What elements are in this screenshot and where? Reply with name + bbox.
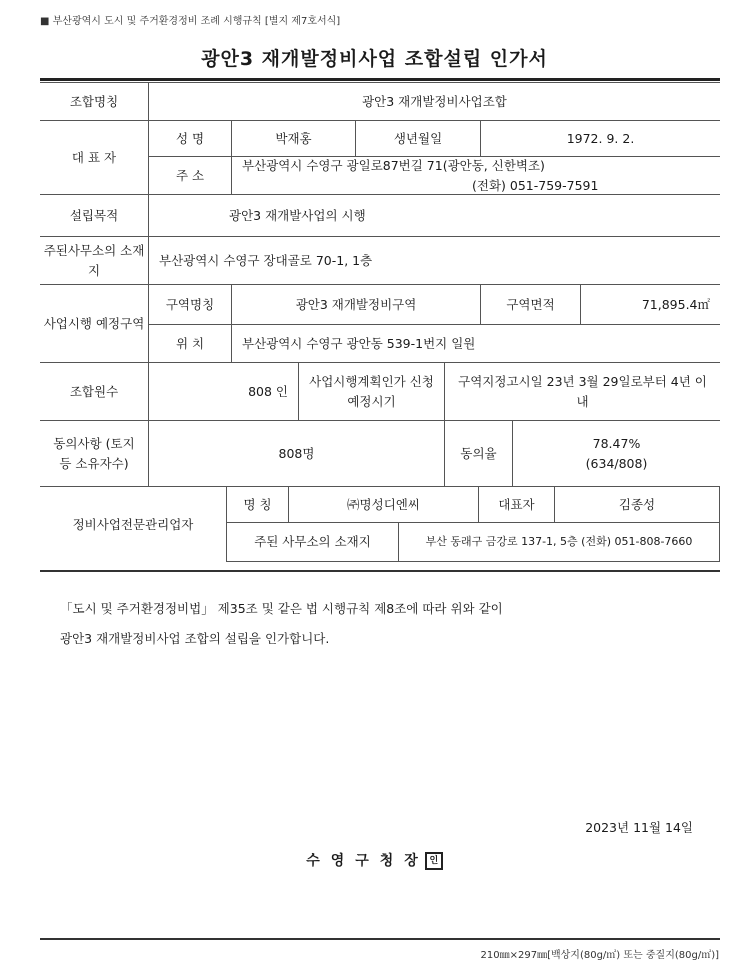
form-reference-note: ■ 부산광역시 도시 및 주거환경정비 조례 시행규칙 [별지 제7호서식]: [40, 16, 341, 27]
rep-name-label: 성 명: [148, 120, 231, 156]
birth-date-label: 생년월일: [355, 120, 480, 156]
representative-label: 대 표 자: [40, 120, 148, 194]
company-name-value: ㈜명성디엔씨: [288, 486, 478, 522]
consent-rate-ratio: (634/808): [585, 455, 648, 471]
consent-value: 808명: [148, 420, 444, 486]
members-value: 808 인: [148, 362, 298, 420]
rep-name-value: 박재홍: [231, 120, 355, 156]
paper-spec-note: 210㎜×297㎜[백상지(80g/㎡) 또는 중질지(80g/㎡)]: [480, 950, 719, 961]
table-bottom-border: [40, 570, 720, 572]
official-seal-icon: 인: [425, 852, 443, 870]
zone-location-label: 위 치: [148, 324, 231, 362]
plan-application-label: 사업시행계획인가 신청예정시기: [298, 362, 444, 420]
company-name-label: 명 칭: [226, 486, 288, 522]
office-location-value: 부산광역시 수영구 장대골로 70-1, 1층: [148, 236, 720, 284]
zone-area-value: 71,895.4㎡: [580, 284, 720, 324]
statement-line-2: 광안3 재개발정비사업 조합의 설립을 인가합니다.: [60, 631, 330, 646]
zone-location-value: 부산광역시 수영구 광안동 539-1번지 일원: [231, 324, 720, 362]
consent-rate-percent: 78.47%: [592, 436, 641, 452]
statement-line-1: 「도시 및 주거환경정비법」 제35조 및 같은 법 시행규칙 제8조에 따라 위와 같이: [60, 601, 503, 616]
rep-address-value: [231, 156, 720, 194]
union-name-label: 조합명칭: [40, 82, 148, 120]
company-ceo-label: 대표자: [478, 486, 554, 522]
consent-label: 동의사항 (토지등 소유자수): [40, 420, 148, 486]
footer-border: [40, 938, 720, 940]
project-zone-label: 사업시행 예정구역: [40, 284, 148, 362]
purpose-label: 설립목적: [40, 194, 148, 236]
approval-statement: [60, 594, 503, 654]
zone-name-value: 광안3 재개발정비구역: [231, 284, 480, 324]
company-office-value: 부산 동래구 금강로 137-1, 5층 (전화) 051-808-7660: [398, 522, 720, 562]
authority-name: 수영구청장: [306, 853, 429, 869]
rep-address-line: 부산광역시 수영구 광일로87번길 71(광안동, 신한벽조): [242, 158, 545, 174]
company-office-label: 주된 사무소의 소재지: [226, 522, 398, 562]
purpose-value: 광안3 재개발사업의 시행: [148, 194, 720, 236]
birth-date-value: 1972. 9. 2.: [480, 120, 720, 156]
zone-name-label: 구역명칭: [148, 284, 231, 324]
company-ceo-value: 김종성: [554, 486, 720, 522]
consent-rate-value: [512, 420, 720, 486]
approval-date: 2023년 11월 14일: [585, 820, 693, 835]
consent-rate-label: 동의율: [444, 420, 512, 486]
approval-table: [40, 82, 720, 572]
union-name-value: 광안3 재개발정비사업조합: [148, 82, 720, 120]
rep-address-label: 주 소: [148, 156, 231, 194]
plan-application-value: 구역지정고시일 23년 3월 29일로부터 4년 이내: [444, 362, 720, 420]
members-label: 조합원수: [40, 362, 148, 420]
zone-area-label: 구역면적: [480, 284, 580, 324]
office-location-label: 주된사무소의 소재지: [40, 236, 148, 284]
issuing-authority: [0, 850, 749, 870]
rep-phone-line: (전화) 051-759-7591: [472, 177, 599, 193]
document-title: 광안3 재개발정비사업 조합설립 인가서: [201, 48, 548, 70]
management-company-label: 정비사업전문관리업자: [40, 486, 226, 562]
table-top-border: [40, 78, 720, 81]
